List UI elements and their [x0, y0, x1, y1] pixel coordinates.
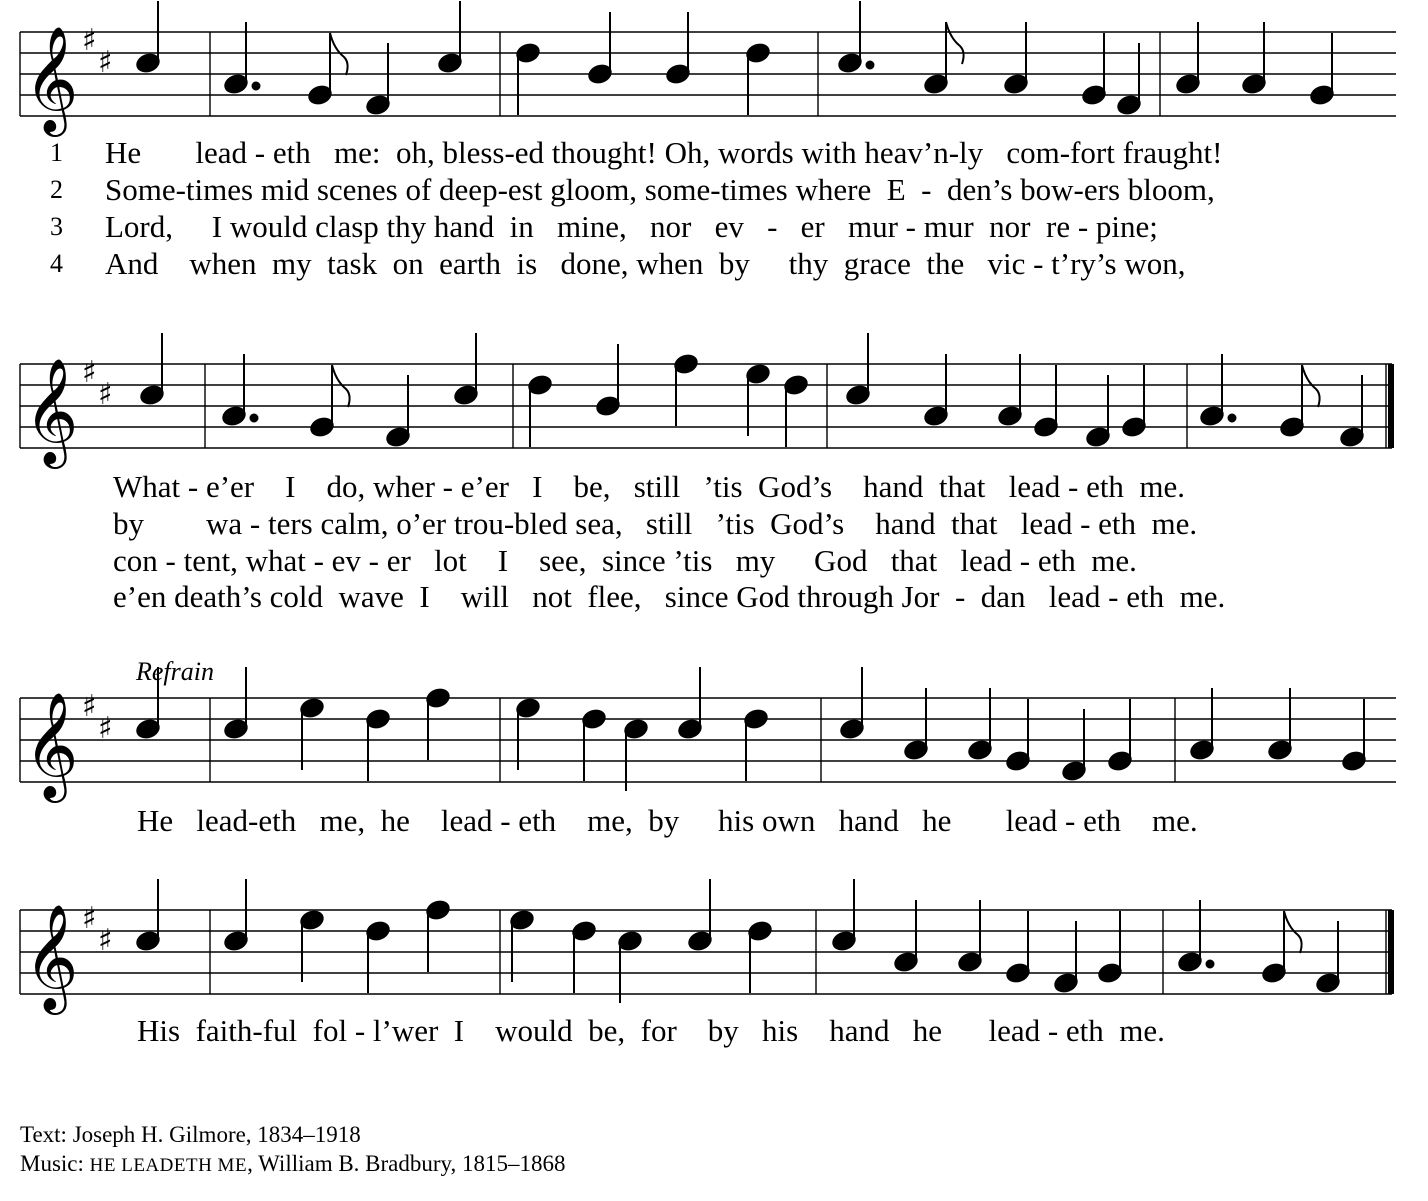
sharp-icon: ♯ — [82, 901, 97, 936]
lyric-line: He lead-eth me, he lead - eth me, by his own hand he lead - eth me. — [137, 803, 1198, 838]
sharp-icon: ♯ — [98, 711, 113, 746]
note-flag — [1302, 365, 1320, 407]
lyric-line: by wa - ters calm, o’er trou-bled sea, still ’tis God’s hand that lead - eth me. — [113, 506, 1198, 541]
treble-clef-icon: 𝄞 — [24, 903, 79, 1010]
treble-clef-icon: 𝄞 — [24, 691, 79, 798]
staff-system-2 — [0, 352, 1428, 462]
music-credit: Music: HE LEADETH ME, William B. Bradbury, 1815–1868 — [20, 1151, 566, 1176]
lyric-line: Lord, I would clasp thy hand in mine, nor ev - er mur - mur nor re - pine; — [105, 209, 1158, 244]
lyric-line: And when my task on earth is done, when by thy grace the vic - t’ry’s won, — [105, 246, 1186, 281]
lyric-line: What - e’er I do, wher - e’er I be, still ’tis God’s hand that lead - eth me. — [113, 469, 1186, 504]
verse-number: 3 — [50, 212, 63, 241]
staff-system-1 — [0, 20, 1428, 130]
note-flag — [1284, 911, 1302, 953]
note-flag — [332, 365, 350, 407]
notes-system-4 — [135, 879, 1341, 1003]
verse-number: 1 — [50, 138, 63, 167]
verse-number: 4 — [50, 249, 63, 278]
refrain-label: Refrain — [136, 657, 214, 686]
notes-system-1 — [135, 1, 1335, 116]
notes-system-2 — [139, 333, 1365, 448]
treble-clef-icon: 𝄞 — [24, 357, 79, 464]
staff-system-3 — [0, 686, 1428, 796]
sharp-icon: ♯ — [98, 377, 113, 412]
note-flag — [946, 22, 964, 64]
text-credit: Text: Joseph H. Gilmore, 1834–1918 — [20, 1122, 361, 1147]
note-dot — [251, 415, 258, 422]
treble-clef-icon: 𝄞 — [24, 25, 79, 132]
sharp-icon: ♯ — [98, 923, 113, 958]
note-dot — [1207, 961, 1214, 968]
sharp-icon: ♯ — [82, 689, 97, 724]
lyric-line: He lead - eth me: oh, bless-ed thought! Oh, words with heav’n-ly com-fort fraught! — [105, 135, 1223, 170]
notes-system-3 — [135, 667, 1367, 791]
sharp-icon: ♯ — [98, 45, 113, 80]
lyric-line: Some-times mid scenes of deep-est gloom, some-times where E - den’s bow-ers bloom, — [105, 172, 1215, 207]
credits — [20, 1120, 566, 1180]
lyric-line: e’en death’s cold wave I will not flee, since God through Jor - dan lead - eth me. — [113, 579, 1226, 614]
note-dot — [867, 62, 874, 69]
sharp-icon: ♯ — [82, 355, 97, 390]
staff-system-4 — [0, 898, 1428, 1008]
verse-number: 2 — [50, 175, 63, 204]
note-dot — [1229, 415, 1236, 422]
sharp-icon: ♯ — [82, 23, 97, 58]
lyric-line: His faith-ful fol - l’wer I would be, for by his hand he lead - eth me. — [137, 1013, 1165, 1048]
note-dot — [253, 83, 260, 90]
note-flag — [330, 33, 348, 75]
lyric-line: con - tent, what - ev - er lot I see, since ’tis my God that lead - eth me. — [113, 543, 1137, 578]
